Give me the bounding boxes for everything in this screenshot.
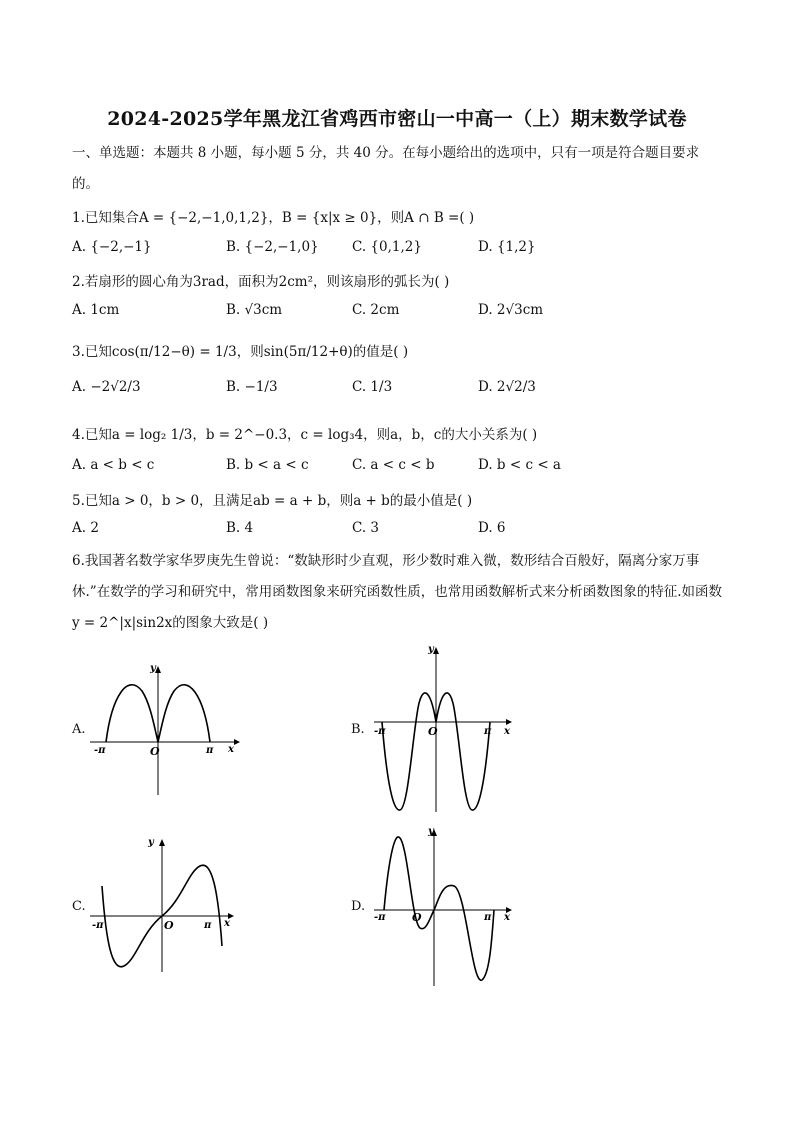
page-title: 2024-2025学年黑龙江省鸡西市密山一中高一（上）期末数学试卷 [107,108,687,130]
graph-option-c [88,832,248,982]
y-axis-label: y [428,826,434,837]
origin-label: O [164,919,174,932]
x-axis-label: x [504,912,510,923]
origin-label: O [428,725,438,738]
section-heading: 一、单选题：本题共 8 小题，每小题 5 分，共 40 分。在每小题给出的选项中，只有一项是符合题目要求的。 [72,145,700,192]
y-axis-label: y [150,663,156,674]
q1-option-d: D. {1,2} [478,239,536,255]
q4-option-d: D. b < c < a [478,457,561,473]
q4-option-a: A. a < b < c [72,457,155,473]
pi-label: π [206,745,214,756]
origin-label: O [150,745,160,758]
q3-option-c: C. 1/3 [352,379,393,395]
q3-option-a: A. −2√2/3 [72,379,141,395]
neg-pi-label: -π [94,745,106,756]
q2-option-a: A. 1cm [72,302,120,318]
x-axis-label: x [228,744,234,755]
q4-option-b: B. b < a < c [226,457,309,473]
question-3-stem: 3.已知cos(π/12−θ) = 1/3，则sin(5π/12+θ)的值是( ) [72,344,409,360]
q5-option-d: D. 6 [478,520,506,536]
q5-option-a: A. 2 [72,520,99,536]
q2-option-b: B. √3cm [226,302,283,318]
x-axis-label: x [224,918,230,929]
graph-option-b [372,642,522,814]
x-axis-label: x [504,726,510,737]
y-axis-label: y [428,644,434,655]
q3-option-b: B. −1/3 [226,379,278,395]
q6-option-a-label: A. [72,722,86,737]
neg-pi-label: -π [374,726,386,737]
question-2-stem: 2.若扇形的圆心角为3rad，面积为2cm²，则该扇形的弧长为( ) [72,274,450,290]
neg-pi-label: -π [374,912,386,923]
graph-option-d [372,826,522,988]
question-5-stem: 5.已知a > 0，b > 0，且满足ab = a + b，则a + b的最小值是( ) [72,493,473,509]
q6-option-d-label: D. [351,899,366,914]
q5-option-b: B. 4 [226,520,254,536]
pi-label: π [484,726,492,737]
q6-option-b-label: B. [351,722,365,737]
origin-label: O [412,911,422,924]
question-1-stem: 1.已知集合A = {−2,−1,0,1,2}，B = {x|x ≥ 0}，则A ∩ B =( ) [72,210,475,226]
question-4-stem: 4.已知a = log₂ 1/3，b = 2^−0.3，c = log₃4，则a，b，c的大小关系为( ) [72,427,538,443]
q1-option-b: B. {−2,−1,0} [226,239,319,255]
question-6-stem: 6.我国著名数学家华罗庚先生曾说：“数缺形时少直观，形少数时难入微，数形结合百般好，隔离分家万事休.”在数学的学习和研究中，常用函数图象来研究函数性质，也常用函数解析式来分析函数图象的特征.如函数y = 2^|x|sin2x的图象大致是( ) [72,553,722,631]
q1-option-a: A. {−2,−1} [72,239,152,255]
q2-option-c: C. 2cm [352,302,400,318]
q4-option-c: C. a < c < b [352,457,435,473]
q2-option-d: D. 2√3cm [478,302,544,318]
neg-pi-label: -π [92,920,104,931]
q5-option-c: C. 3 [352,520,380,536]
q3-option-d: D. 2√2/3 [478,379,536,395]
q1-option-c: C. {0,1,2} [352,239,422,255]
pi-label: π [484,912,492,923]
y-axis-label: y [148,837,154,848]
graph-option-a [88,655,248,805]
pi-label: π [204,920,212,931]
q6-option-c-label: C. [72,899,86,914]
